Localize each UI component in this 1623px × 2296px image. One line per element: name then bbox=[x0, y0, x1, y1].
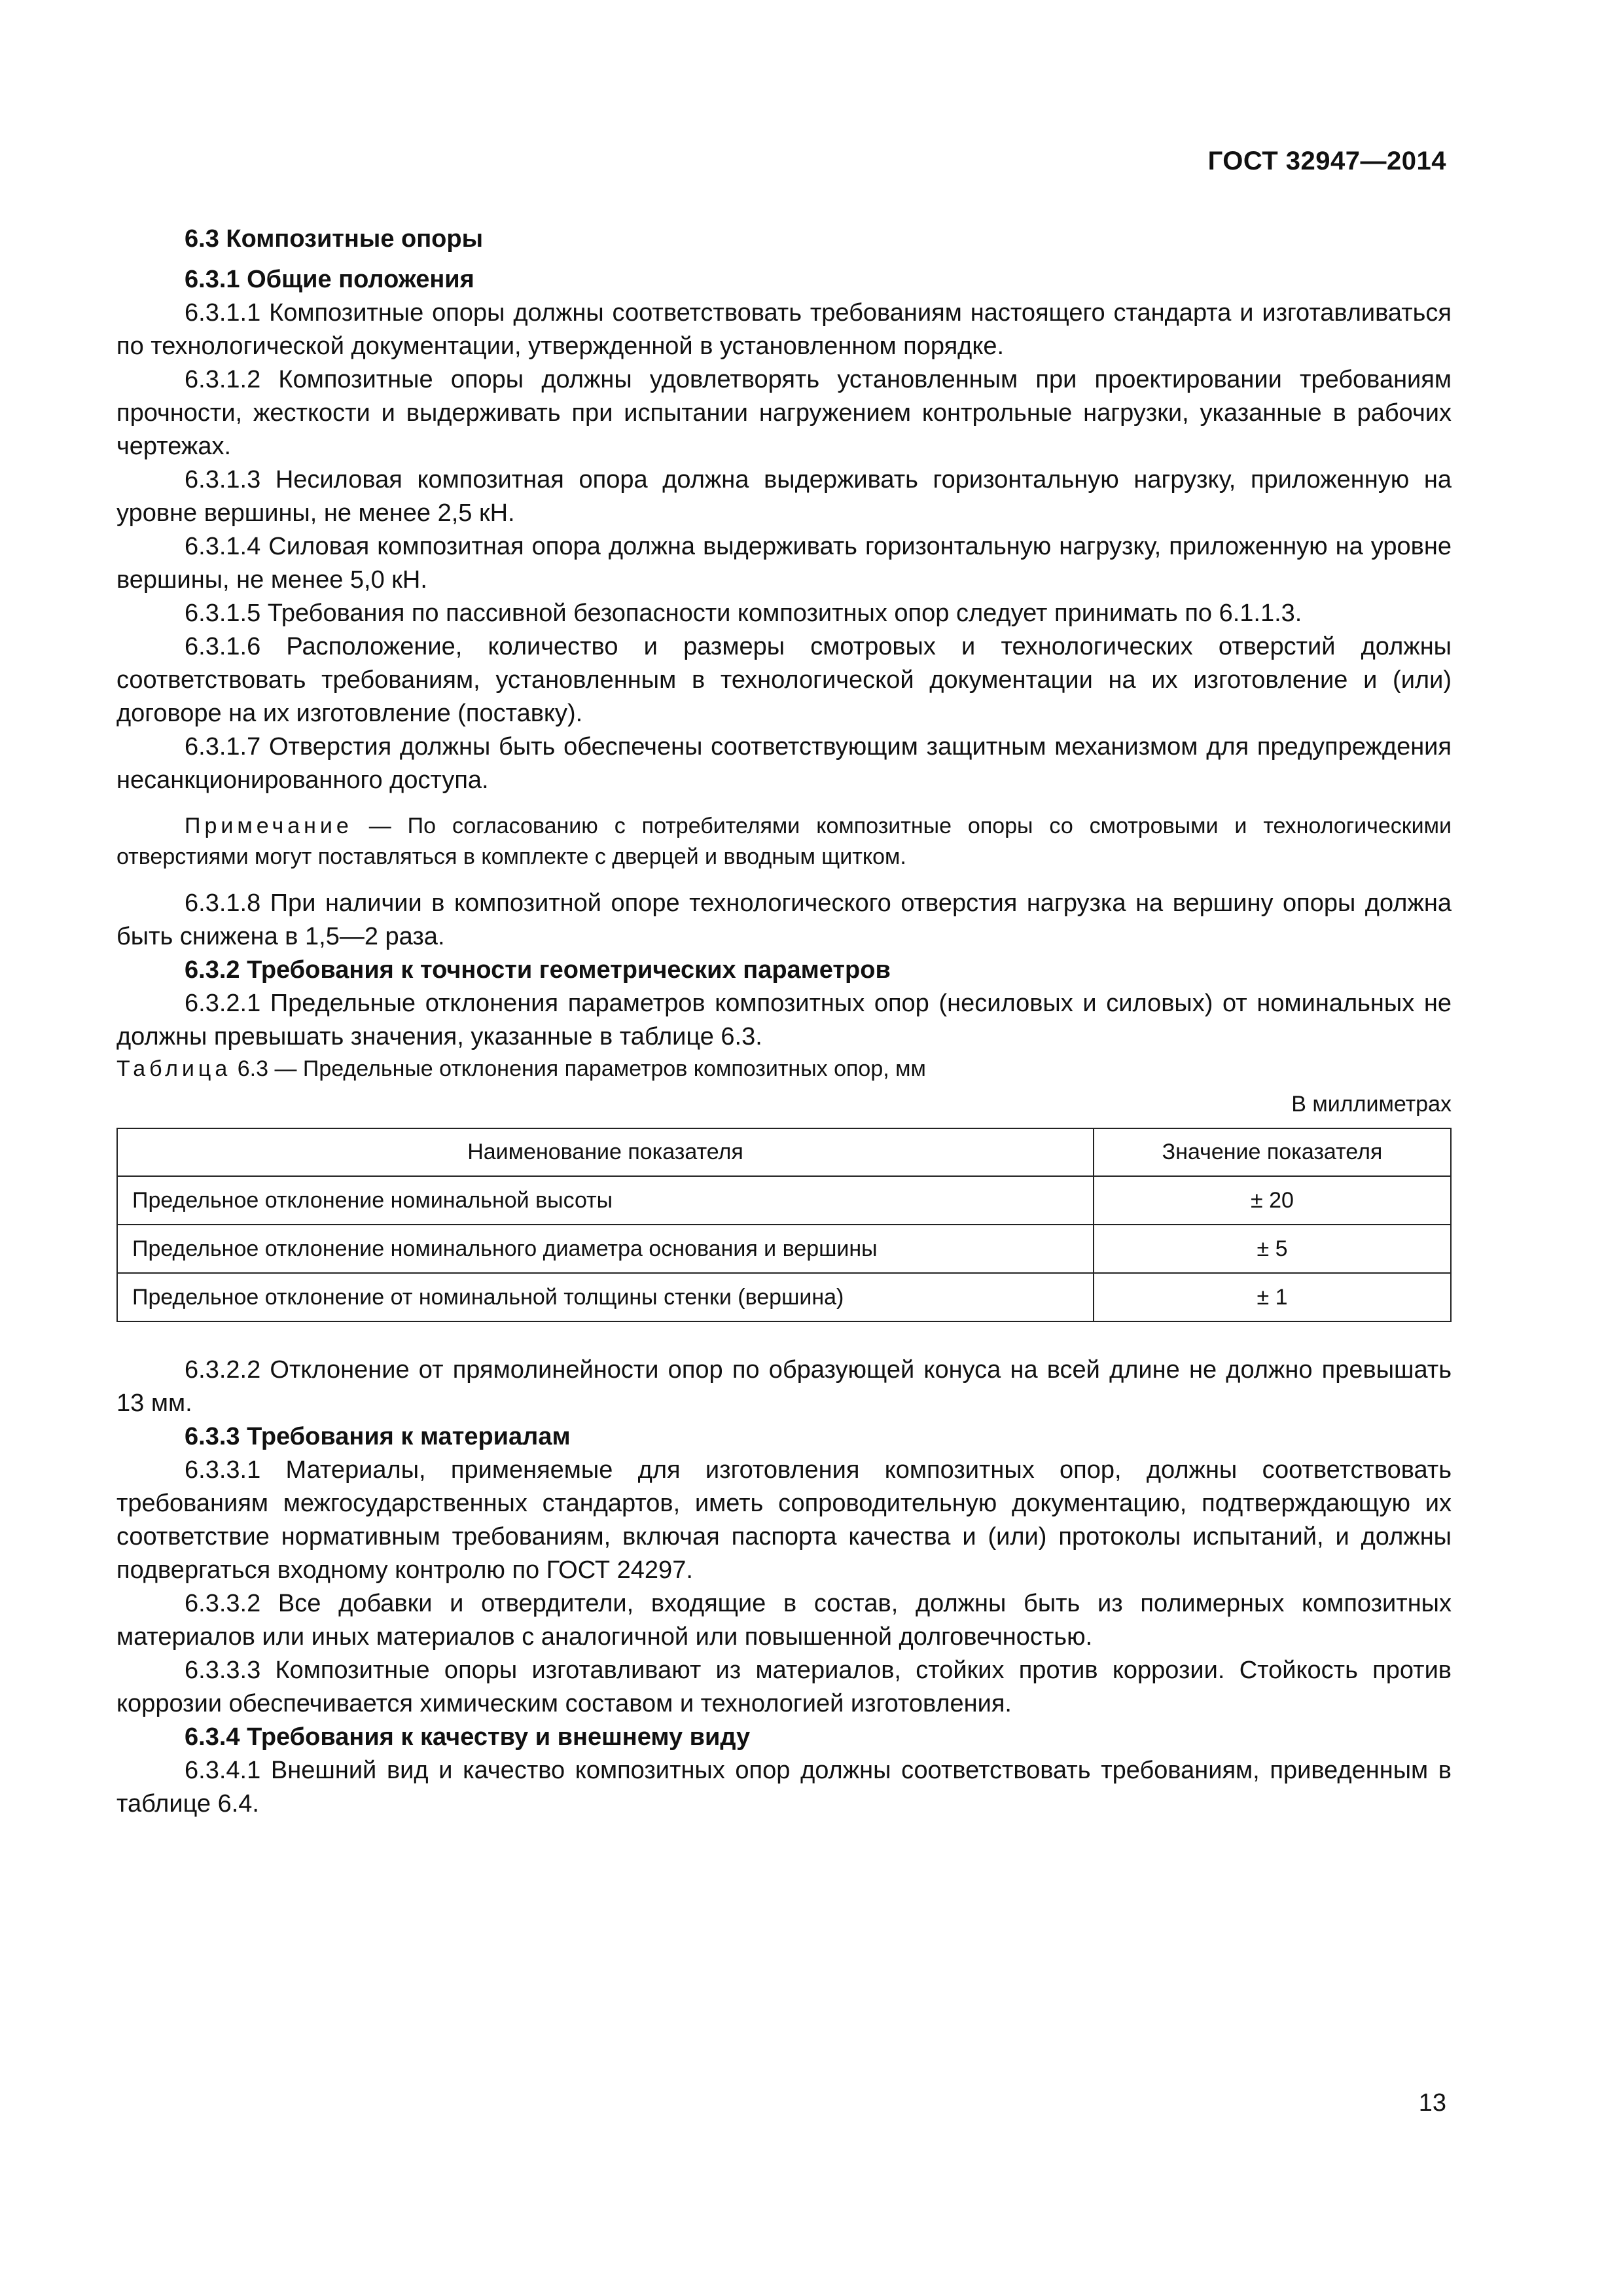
table-caption-label: Таблица bbox=[116, 1056, 232, 1081]
paragraph-6-3-2-1: 6.3.2.1 Предельные отклонения параметров композитных опор (несиловых и силовых) от номинальных не должны превышать значения, указанные в таблице 6.3. bbox=[116, 990, 1452, 1050]
page-number: 13 bbox=[1418, 2089, 1446, 2117]
paragraph-6-3-3-1: 6.3.3.1 Материалы, применяемые для изготовления композитных опор, должны соответствовать требованиям межгосударственных стандартов, иметь сопроводительную документацию, подтверждающую их соответствие нормативным требованиям, включая паспорта качества и (или) протоколы испытаний, и должны подвергаться входному контролю по ГОСТ 24297. bbox=[116, 1456, 1452, 1584]
table-row bbox=[117, 1273, 1451, 1321]
column-header-value: Значение показателя bbox=[1094, 1128, 1451, 1176]
note bbox=[116, 811, 1452, 872]
table-caption bbox=[116, 1054, 1452, 1084]
paragraph-6-3-1-7: 6.3.1.7 Отверстия должны быть обеспечены соответствующим защитным механизмом для предупреждения несанкционированного доступа. bbox=[116, 733, 1452, 794]
table-caption-text: 6.3 — Предельные отклонения параметров композитных опор, мм bbox=[231, 1056, 926, 1081]
paragraph-6-3-3-3: 6.3.3.3 Композитные опоры изготавливают из материалов, стойких против коррозии. Стойкость против коррозии обеспечивается химическим составом и технологией изготовления. bbox=[116, 1657, 1452, 1717]
paragraph-6-3-1-6: 6.3.1.6 Расположение, количество и размеры смотровых и технологических отверстий должны соответствовать требованиям, установленным в технологической документации на их изготовление и (или) договоре на их изготовление (поставку). bbox=[116, 633, 1452, 727]
subsection-title-6-3-1: 6.3.1 Общие положения bbox=[185, 266, 474, 293]
subsection-title-6-3-4: 6.3.4 Требования к качеству и внешнему виду bbox=[185, 1723, 751, 1751]
document-body bbox=[116, 223, 1452, 1821]
note-label: Примечание bbox=[185, 814, 353, 838]
note-text: — По согласованию с потребителями композитные опоры со смотровыми и технологическими отверстиями могут поставляться в комплекте с дверцей и вводным щитком. bbox=[116, 814, 1452, 869]
column-header-name: Наименование показателя bbox=[117, 1128, 1094, 1176]
standard-code: ГОСТ 32947—2014 bbox=[1207, 147, 1446, 175]
paragraph-6-3-1-4: 6.3.1.4 Силовая композитная опора должна выдерживать горизонтальную нагрузку, приложенную на уровне вершины, не менее 5,0 кН. bbox=[116, 533, 1452, 594]
row-name: Предельное отклонение от номинальной толщины стенки (вершина) bbox=[117, 1273, 1094, 1321]
paragraph-6-3-1-2: 6.3.1.2 Композитные опоры должны удовлетворять установленным при проектировании требованиям прочности, жесткости и выдерживать при испытании нагружением контрольные нагрузки, указанные в рабочих чертежах. bbox=[116, 366, 1452, 460]
paragraph-6-3-1-1: 6.3.1.1 Композитные опоры должны соответствовать требованиям настоящего стандарта и изготавливаться по технологической документации, утвержденной в установленном порядке. bbox=[116, 299, 1452, 360]
row-value: ± 1 bbox=[1094, 1273, 1451, 1321]
paragraph-6-3-1-3: 6.3.1.3 Несиловая композитная опора должна выдерживать горизонтальную нагрузку, приложенную на уровне вершины, не менее 2,5 кН. bbox=[116, 466, 1452, 527]
paragraph-6-3-3-2: 6.3.3.2 Все добавки и отвердители, входящие в состав, должны быть из полимерных композитных материалов или иных материалов с аналогичной или повышенной долговечностью. bbox=[116, 1590, 1452, 1651]
paragraph-6-3-2-2: 6.3.2.2 Отклонение от прямолинейности опор по образующей конуса на всей длине не должно превышать 13 мм. bbox=[116, 1356, 1452, 1417]
section-title: 6.3 Композитные опоры bbox=[185, 225, 484, 253]
parameters-table bbox=[116, 1128, 1452, 1322]
paragraph-6-3-1-5: 6.3.1.5 Требования по пассивной безопасности композитных опор следует принимать по 6.1.1.3. bbox=[185, 600, 1302, 627]
table-header-row bbox=[117, 1128, 1451, 1176]
subsection-title-6-3-3: 6.3.3 Требования к материалам bbox=[185, 1423, 571, 1450]
table-row bbox=[117, 1225, 1451, 1273]
table-row bbox=[117, 1176, 1451, 1225]
row-name: Предельное отклонение номинальной высоты bbox=[117, 1176, 1094, 1225]
paragraph-6-3-4-1: 6.3.4.1 Внешний вид и качество композитных опор должны соответствовать требованиям, приведенным в таблице 6.4. bbox=[116, 1757, 1452, 1818]
paragraph-6-3-1-8: 6.3.1.8 При наличии в композитной опоре технологического отверстия нагрузка на вершину опоры должна быть снижена в 1,5—2 раза. bbox=[116, 889, 1452, 950]
row-name: Предельное отклонение номинального диаметра основания и вершины bbox=[117, 1225, 1094, 1273]
row-value: ± 5 bbox=[1094, 1225, 1451, 1273]
table-units: В миллиметрах bbox=[1291, 1092, 1452, 1117]
row-value: ± 20 bbox=[1094, 1176, 1451, 1225]
subsection-title-6-3-2: 6.3.2 Требования к точности геометрических параметров bbox=[185, 956, 891, 984]
